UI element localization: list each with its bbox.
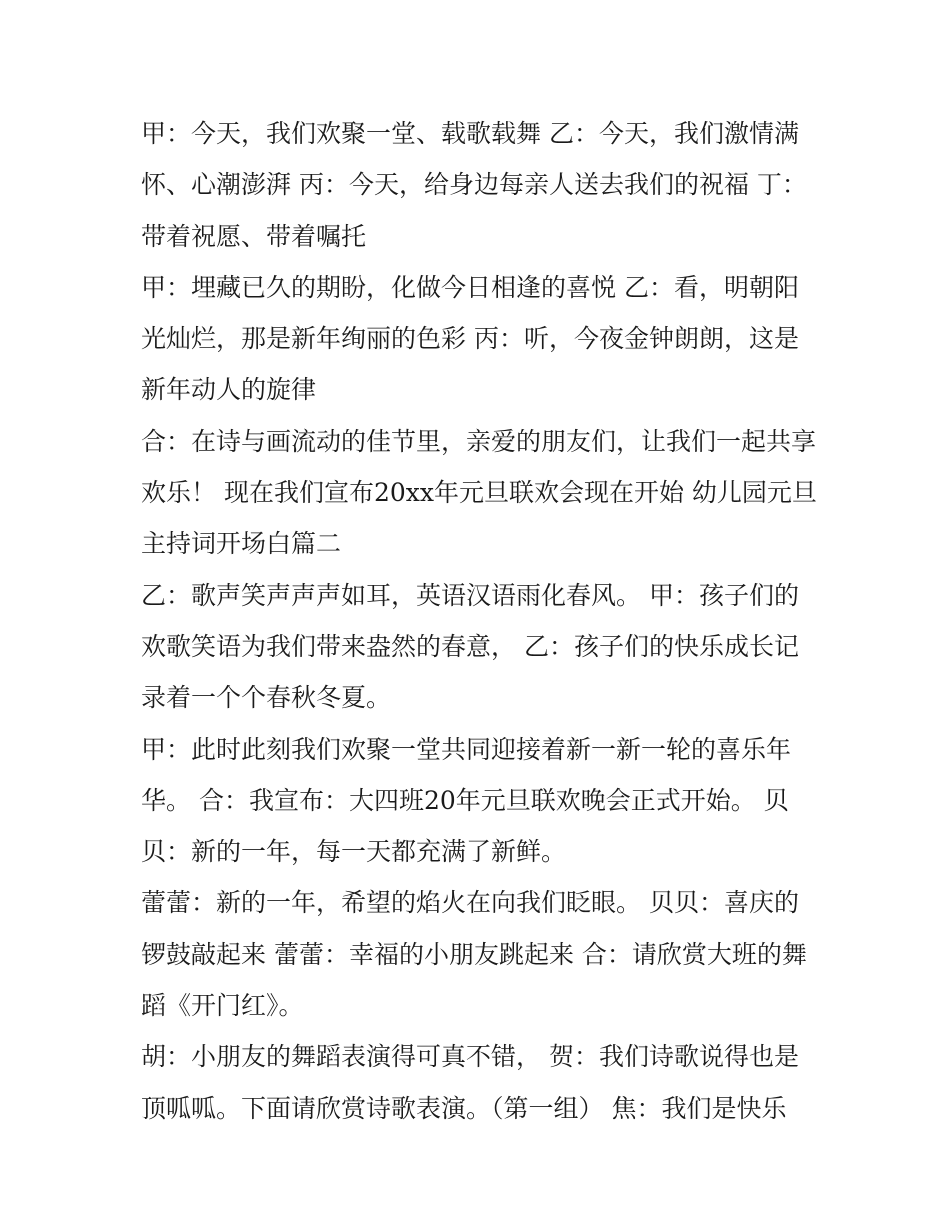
text-line: 贝：新的一年，每一天都充满了新鲜。 <box>141 837 567 867</box>
text-line: 顶呱呱。下面请欣赏诗歌表演。（第一组） 焦：我们是快乐 <box>141 1093 787 1123</box>
document-body <box>141 108 821 1134</box>
text-line: 合：在诗与画流动的佳节里，亲爱的朋友们，让我们一起共享 <box>141 426 817 456</box>
text-line: 甲：今天，我们欢聚一堂、载歌载舞 乙：今天，我们激情满 <box>141 119 799 148</box>
text-line: 欢乐！ 现在我们宣布20xx年元旦联欢会现在开始 幼儿园元旦 <box>141 478 817 508</box>
text-line: 胡：小朋友的舞蹈表演得可真不错， 贺：我们诗歌说得也是 <box>141 1042 799 1072</box>
text-line: 蹈《开门红》。 <box>141 991 304 1021</box>
text-line: 怀、心潮澎湃 丙：今天，给身边每亲人送去我们的祝福 丁： <box>141 170 807 200</box>
text-line: 乙：歌声笑声声声如耳，英语汉语雨化春风。 甲：孩子们的 <box>141 580 799 610</box>
text-line: 欢歌笑语为我们带来盎然的春意， 乙：孩子们的快乐成长记 <box>141 631 799 661</box>
text-line: 锣鼓敲起来 蕾蕾：幸福的小朋友跳起来 合：请欣赏大班的舞 <box>141 939 807 969</box>
text-line: 带着祝愿、带着嘱托 <box>141 221 367 251</box>
text-line: 光灿烂，那是新年绚丽的色彩 丙：听，今夜金钟朗朗，这是 <box>141 324 799 354</box>
text-line: 甲：埋藏已久的期盼，化做今日相逢的喜悦 乙：看，明朝阳 <box>141 272 799 302</box>
text-line: 蕾蕾：新的一年，希望的焰火在向我们眨眼。 贝贝：喜庆的 <box>141 888 799 918</box>
text-line: 甲：此时此刻我们欢聚一堂共同迎接着新一新一轮的喜乐年 <box>141 734 792 764</box>
text-line: 新年动人的旋律 <box>141 375 317 405</box>
text-line: 华。 合：我宣布：大四班20年元旦联欢晚会正式开始。 贝 <box>141 785 789 815</box>
text-line: 主持词开场白篇二 <box>141 529 342 559</box>
text-line: 录着一个个春秋冬夏。 <box>141 683 392 713</box>
